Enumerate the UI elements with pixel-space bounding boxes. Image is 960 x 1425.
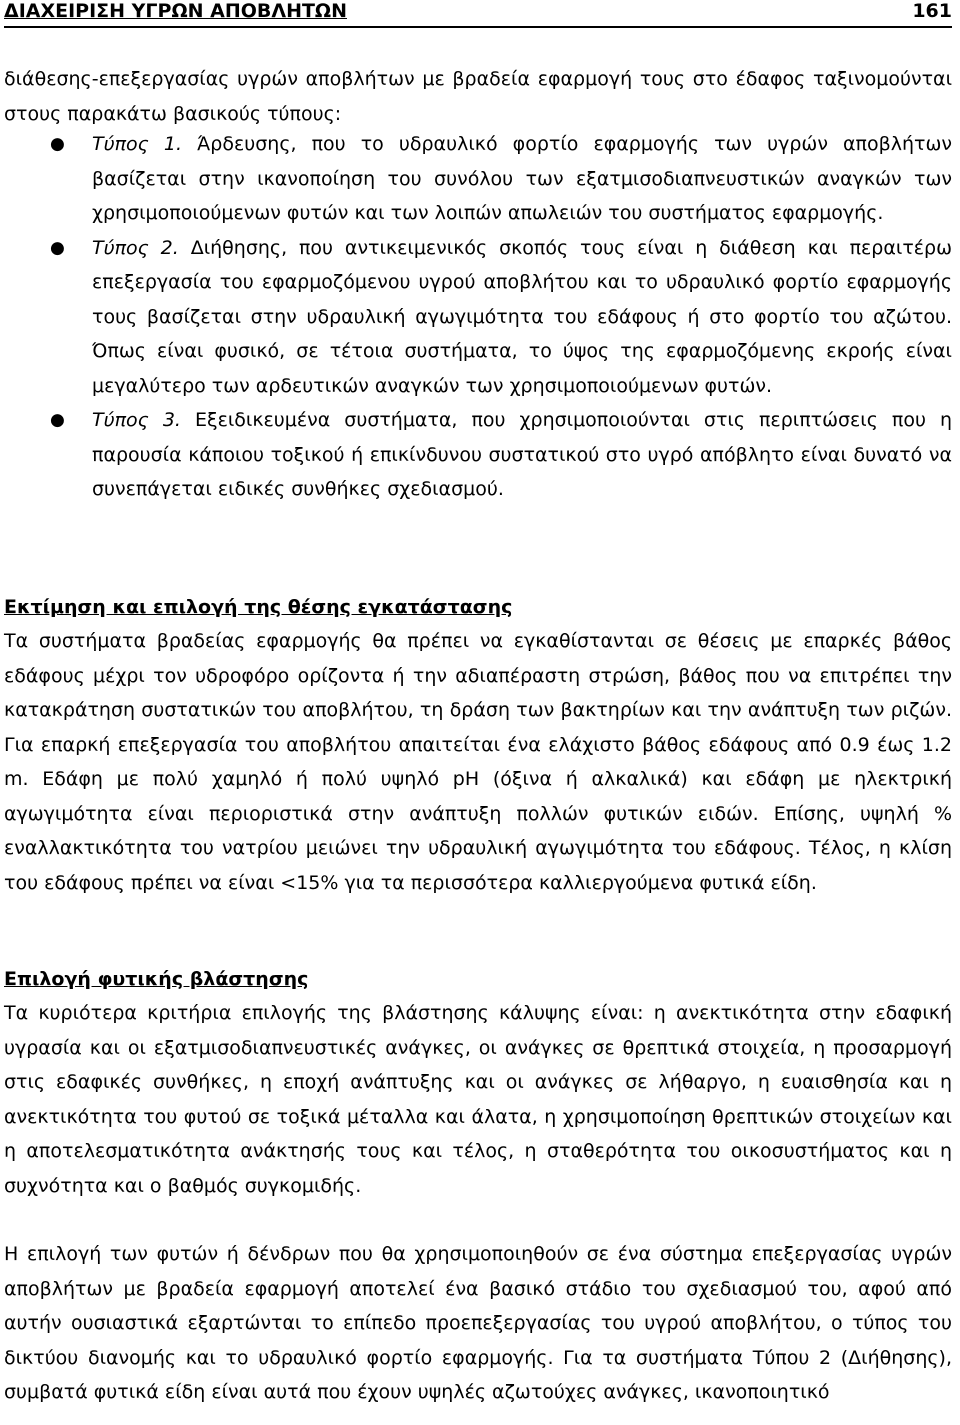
intro-paragraph: διάθεσης-επεξεργασίας υγρών αποβλήτων με βραδεία εφαρμογή τους στο έδαφος ταξινομούνται στους παρακάτω βασικούς τύπους: — [4, 68, 952, 125]
bullet-icon: ● — [50, 134, 65, 154]
type-label: Τύπος 3. — [92, 409, 181, 431]
vegetation-section-body: Τα κυριότερα κριτήρια επιλογής της βλάστησης κάλυψης είναι: η ανεκτικότητα στην εδαφική υγρασία και οι εξατμισοδιαπνευστικές ανάγκες, οι ανάγκες σε θρεπτικά στοιχεία, η προσαρμογή στις εδαφικές συνθήκες, η εποχή ανάπτυξης και οι ανάγκες σε λήθαργο, η ευαισθησία και η ανεκτικότητα του φυτού σε τοξικά μέταλλα και άλατα, η χρησιμοποίηση θρεπτικών στοιχείων και η αποτελεσματικότητα ανάκτησής τους και τέλος, η σταθερότητα του οικοσυστήματος και η συχνότητα και ο βαθμός συγκομιδής. — [4, 1002, 952, 1197]
list-item — [0, 403, 952, 507]
list-item — [0, 127, 952, 231]
vegetation-section-heading: Επιλογή φυτικής βλάστησης — [4, 968, 309, 990]
bullet-icon: ● — [50, 410, 65, 430]
final-paragraph: Η επιλογή των φυτών ή δένδρων που θα χρησιμοποιηθούν σε ένα σύστημα επεξεργασίας υγρών αποβλήτων με βραδεία εφαρμογή αποτελεί ένα βασικό στάδιο του σχεδιασμού του, αφού από αυτήν ουσιαστικά εξαρτώνται το επίπεδο προεπεξεργασίας του υγρού αποβλήτου, ο τύπος του δικτύου διανομής και το υδραυλικό φορτίο εφαρμογής. Για τα συστήματα Τύπου 2 (Διήθησης), συμβατά φυτικά είδη είναι αυτά που έχουν υψηλές αζωτούχες ανάγκες, ικανοποιητικό — [4, 1243, 952, 1403]
page-number: 161 — [912, 0, 952, 22]
type-label: Τύπος 1. — [92, 133, 183, 155]
list-item — [0, 231, 952, 404]
type-text: Διήθησης, που αντικειμενικός σκοπός τους είναι η διάθεση και περαιτέρω επεξεργασία του εφαρμοζόμενου υγρού αποβλήτου και το υδραυλικό φορτίο εφαρμογής τους βασίζεται στην υδραυλική αγωγιμότητα του εδάφους ή στο φορτίο του αζώτου. Όπως είναι φυσικό, σε τέτοια συστήματα, το ύψος της εφαρμοζόμενης εκροής είναι μεγαλύτερο των αρδευτικών αναγκών των χρησιμοποιούμενων φυτών. — [92, 236, 953, 397]
types-list — [0, 127, 952, 507]
site-section-body: Τα συστήματα βραδείας εφαρμογής θα πρέπει να εγκαθίστανται σε θέσεις με επαρκές βάθος εδάφους μέχρι τον υδροφόρο ορίζοντα ή την αδιαπέραστη στρώση, βάθος που να επιτρέπει την κατακράτηση συστατικών του αποβλήτου, τη δράση των βακτηρίων και την ανάπτυξη των ριζών. Για επαρκή επεξεργασία του αποβλήτου απαιτείται ένα ελάχιστο βάθος εδάφους από 0.9 έως 1.2 m. Εδάφη με πολύ χαμηλό ή πολύ υψηλό pH (όξινα ή αλκαλικά) και εδάφη με ηλεκτρική αγωγιμότητα είναι περιοριστικά στην ανάπτυξη πολλών φυτικών ειδών. Επίσης, υψηλή % εναλλακτικότητα του νατρίου μειώνει την υδραυλική αγωγιμότητα του εδάφους. Τέλος, η κλίση του εδάφους πρέπει να είναι <15% για τα περισσότερα καλλιεργούμενα φυτικά είδη. — [4, 630, 952, 894]
bullet-icon: ● — [50, 237, 65, 258]
running-header — [4, 0, 952, 28]
type-label: Τύπος 2. — [92, 236, 179, 259]
type-text: Εξειδικευμένα συστήματα, που χρησιμοποιούνται στις περιπτώσεις που η παρουσία κάποιου τοξικού ή επικίνδυνου συστατικού στο υγρό απόβλητο είναι δυνατό να συνεπάγεται ειδικές συνθήκες σχεδιασμού. — [92, 409, 952, 500]
type-text: Άρδευσης, που το υδραυλικό φορτίο εφαρμογής των υγρών αποβλήτων βασίζεται στην ικανοποίηση του συνόλου των εξατμισοδιαπνευστικών αναγκών των χρησιμοποιούμενων φυτών και των λοιπών απωλειών του συστήματος εφαρμογής. — [92, 133, 952, 224]
site-section-heading: Εκτίμηση και επιλογή της θέσης εγκατάστασης — [4, 596, 513, 618]
header-title: ΔΙΑΧΕΙΡΙΣΗ ΥΓΡΩΝ ΑΠΟΒΛΗΤΩΝ — [4, 0, 347, 22]
